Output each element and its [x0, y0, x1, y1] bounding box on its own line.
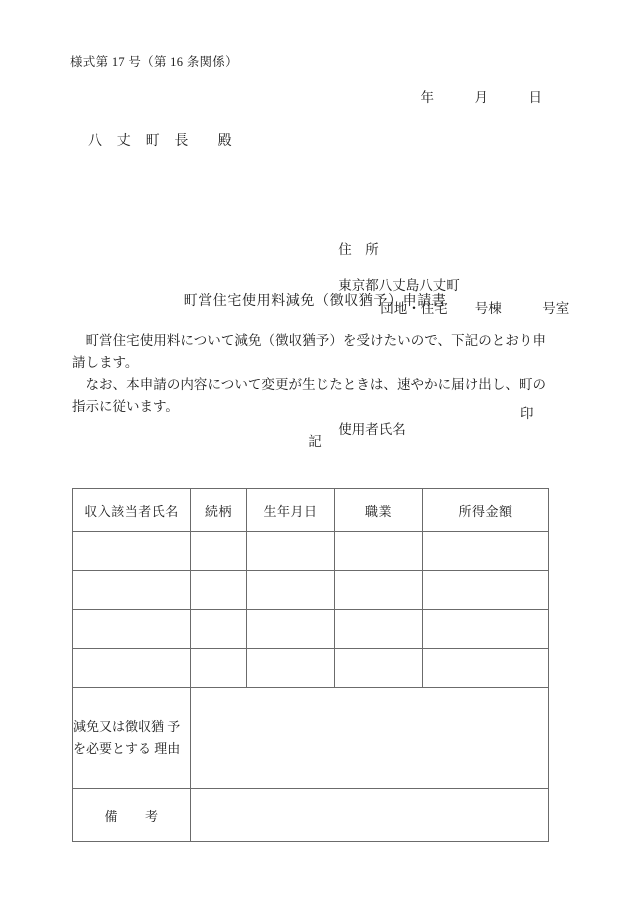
cell-relation[interactable]: [191, 571, 247, 610]
addressee-line: 八 丈 町 長 殿: [88, 134, 232, 149]
cell-income[interactable]: [423, 649, 549, 688]
date-line: [405, 70, 543, 122]
cell-relation[interactable]: [191, 532, 247, 571]
cell-income[interactable]: [423, 571, 549, 610]
name-label: 使用者氏名: [338, 422, 406, 437]
table-header-row: [73, 489, 549, 532]
header-income: 所得金額: [423, 489, 549, 532]
body-paragraph-1: 町営住宅使用料について減免（徴収猶予）を受けたいので、下記のとおり申請します。: [72, 333, 546, 370]
header-relation: 続柄: [191, 489, 247, 532]
ki-marker: 記: [308, 434, 322, 449]
cell-birthdate[interactable]: [247, 571, 335, 610]
cell-income[interactable]: [423, 610, 549, 649]
header-occupation: 職業: [335, 489, 423, 532]
address-line2: 団地・住宅 号棟 号室: [380, 301, 570, 316]
cell-income[interactable]: [423, 532, 549, 571]
address-label: 住 所: [338, 242, 379, 257]
date-month-label: 月: [474, 90, 489, 105]
cell-occupation[interactable]: [335, 532, 423, 571]
cell-name[interactable]: [73, 532, 191, 571]
address-value: 東京都八丈島八丈町: [338, 278, 460, 293]
table-row: [73, 532, 549, 571]
header-name: 収入該当者氏名: [73, 489, 191, 532]
date-day-label: 日: [528, 90, 543, 105]
reason-value[interactable]: [191, 688, 549, 789]
cell-name[interactable]: [73, 610, 191, 649]
address-row: [318, 222, 569, 293]
cell-birthdate[interactable]: [247, 610, 335, 649]
income-table: [72, 488, 549, 842]
cell-name[interactable]: [73, 649, 191, 688]
cell-relation[interactable]: [191, 649, 247, 688]
body-text: [72, 330, 546, 418]
cell-occupation[interactable]: [335, 571, 423, 610]
note-label: 備 考: [73, 789, 191, 842]
cell-birthdate[interactable]: [247, 649, 335, 688]
table-row: [73, 610, 549, 649]
form-code: 様式第 17 号（第 16 条関係）: [70, 55, 238, 69]
page-title: 町営住宅使用料減免（徴収猶予）申請書: [183, 294, 447, 309]
cell-birthdate[interactable]: [247, 532, 335, 571]
header-birthdate: 生年月日: [247, 489, 335, 532]
seal-mark: 印: [520, 406, 534, 421]
cell-name[interactable]: [73, 571, 191, 610]
table-row: [73, 649, 549, 688]
note-value[interactable]: [191, 789, 549, 842]
date-year-label: 年: [420, 90, 435, 105]
reason-row: [73, 688, 549, 789]
table-row: [73, 571, 549, 610]
cell-occupation[interactable]: [335, 610, 423, 649]
applicant-block: [318, 190, 569, 461]
cell-relation[interactable]: [191, 610, 247, 649]
cell-occupation[interactable]: [335, 649, 423, 688]
reason-label: 減免又は徴収猶 予を必要とする 理由: [73, 688, 191, 789]
body-paragraph-2: なお、本申請の内容について変更が生じたときは、速やかに届け出し、町の指示に従います。: [72, 377, 546, 414]
note-row: [73, 789, 549, 842]
